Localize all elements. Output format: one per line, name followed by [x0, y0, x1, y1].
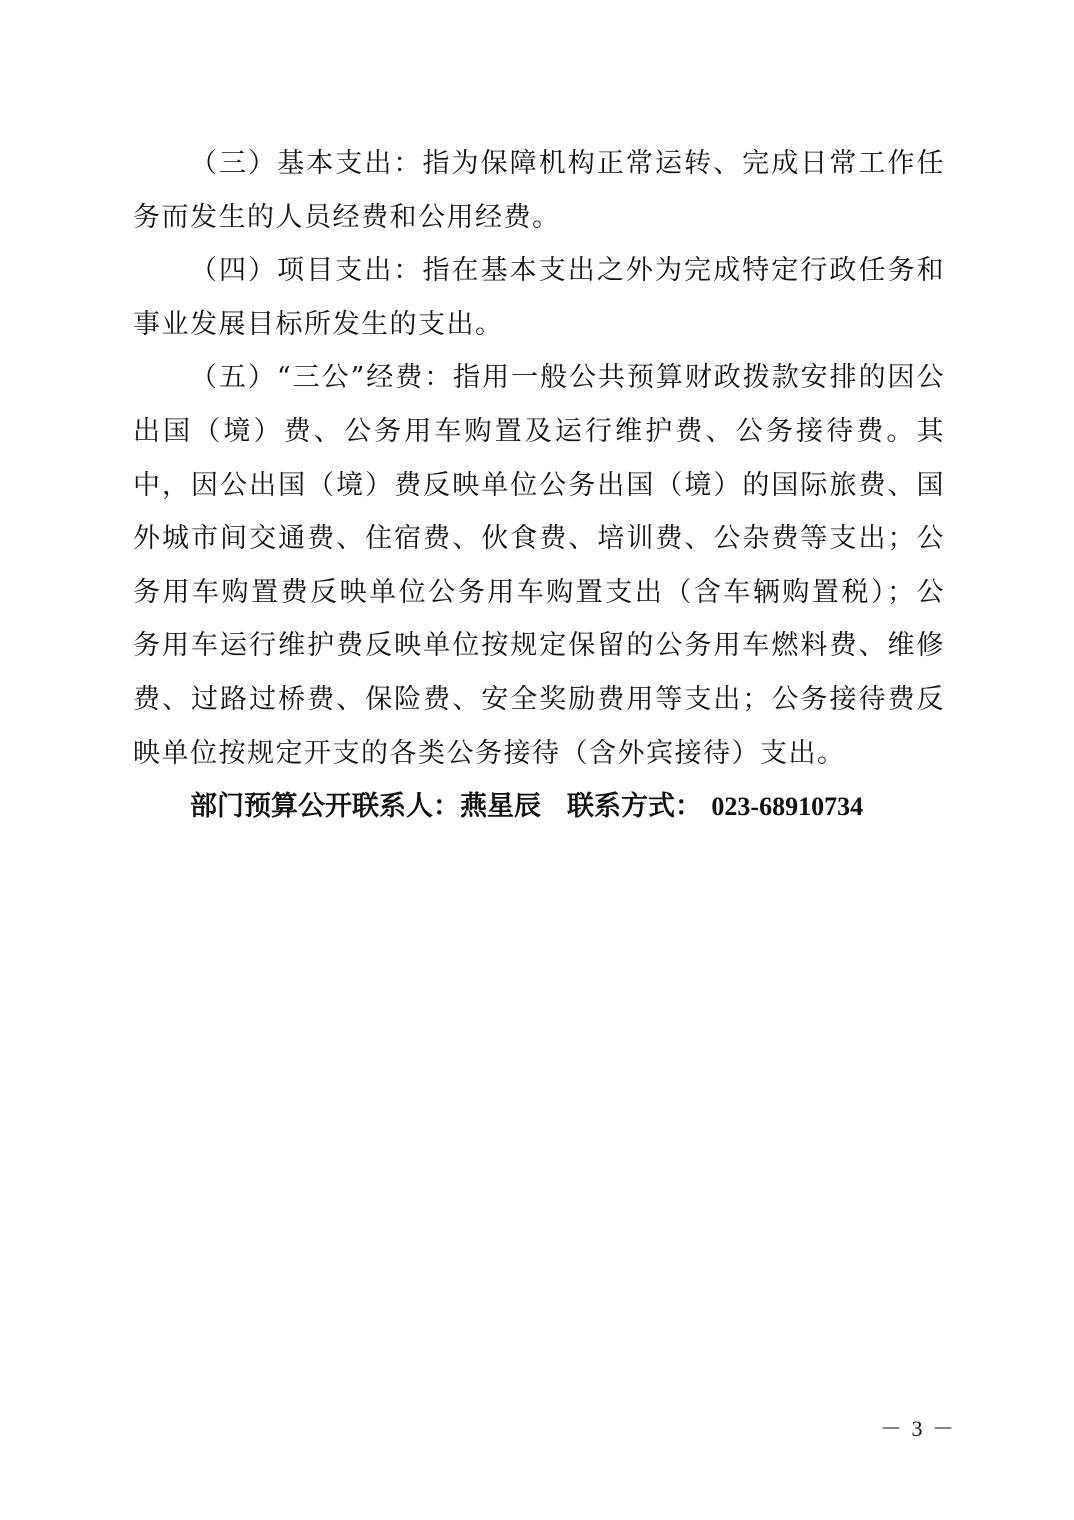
contact-person: 部门预算公开联系人：燕星辰 [190, 791, 541, 823]
document-body [133, 137, 945, 834]
paragraph-project-expenditure: （四）项目支出：指在基本支出之外为完成特定行政任务和事业发展目标所发生的支出。 [133, 255, 945, 340]
paragraph-three-public-funds: （五）“三公”经费：指用一般公共预算财政拨款安排的因公出国（境）费、公务用车购置及运行维护费、公务接待费。其中，因公出国（境）费反映单位公务出国（境）的国际旅费、国外城市间交通费、住宿费、伙食费、培训费、公杂费等支出；公务用车购置费反映单位公务用车购置支出（含车辆购置税）；公务用车运行维护费反映单位按规定保留的公务用车燃料费、维修费、过路过桥费、保险费、安全奖励费用等支出；公务接待费反映单位按规定开支的各类公务接待（含外宾接待）支出。 [133, 362, 945, 769]
page-number: － 3 － [880, 1416, 957, 1441]
paragraph-basic-expenditure: （三）基本支出：指为保障机构正常运转、完成日常工作任务而发生的人员经费和公用经费。 [133, 148, 945, 233]
contact-line [133, 780, 945, 834]
contact-method-label: 联系方式： [567, 791, 702, 823]
contact-phone: 023-68910734 [711, 792, 864, 822]
